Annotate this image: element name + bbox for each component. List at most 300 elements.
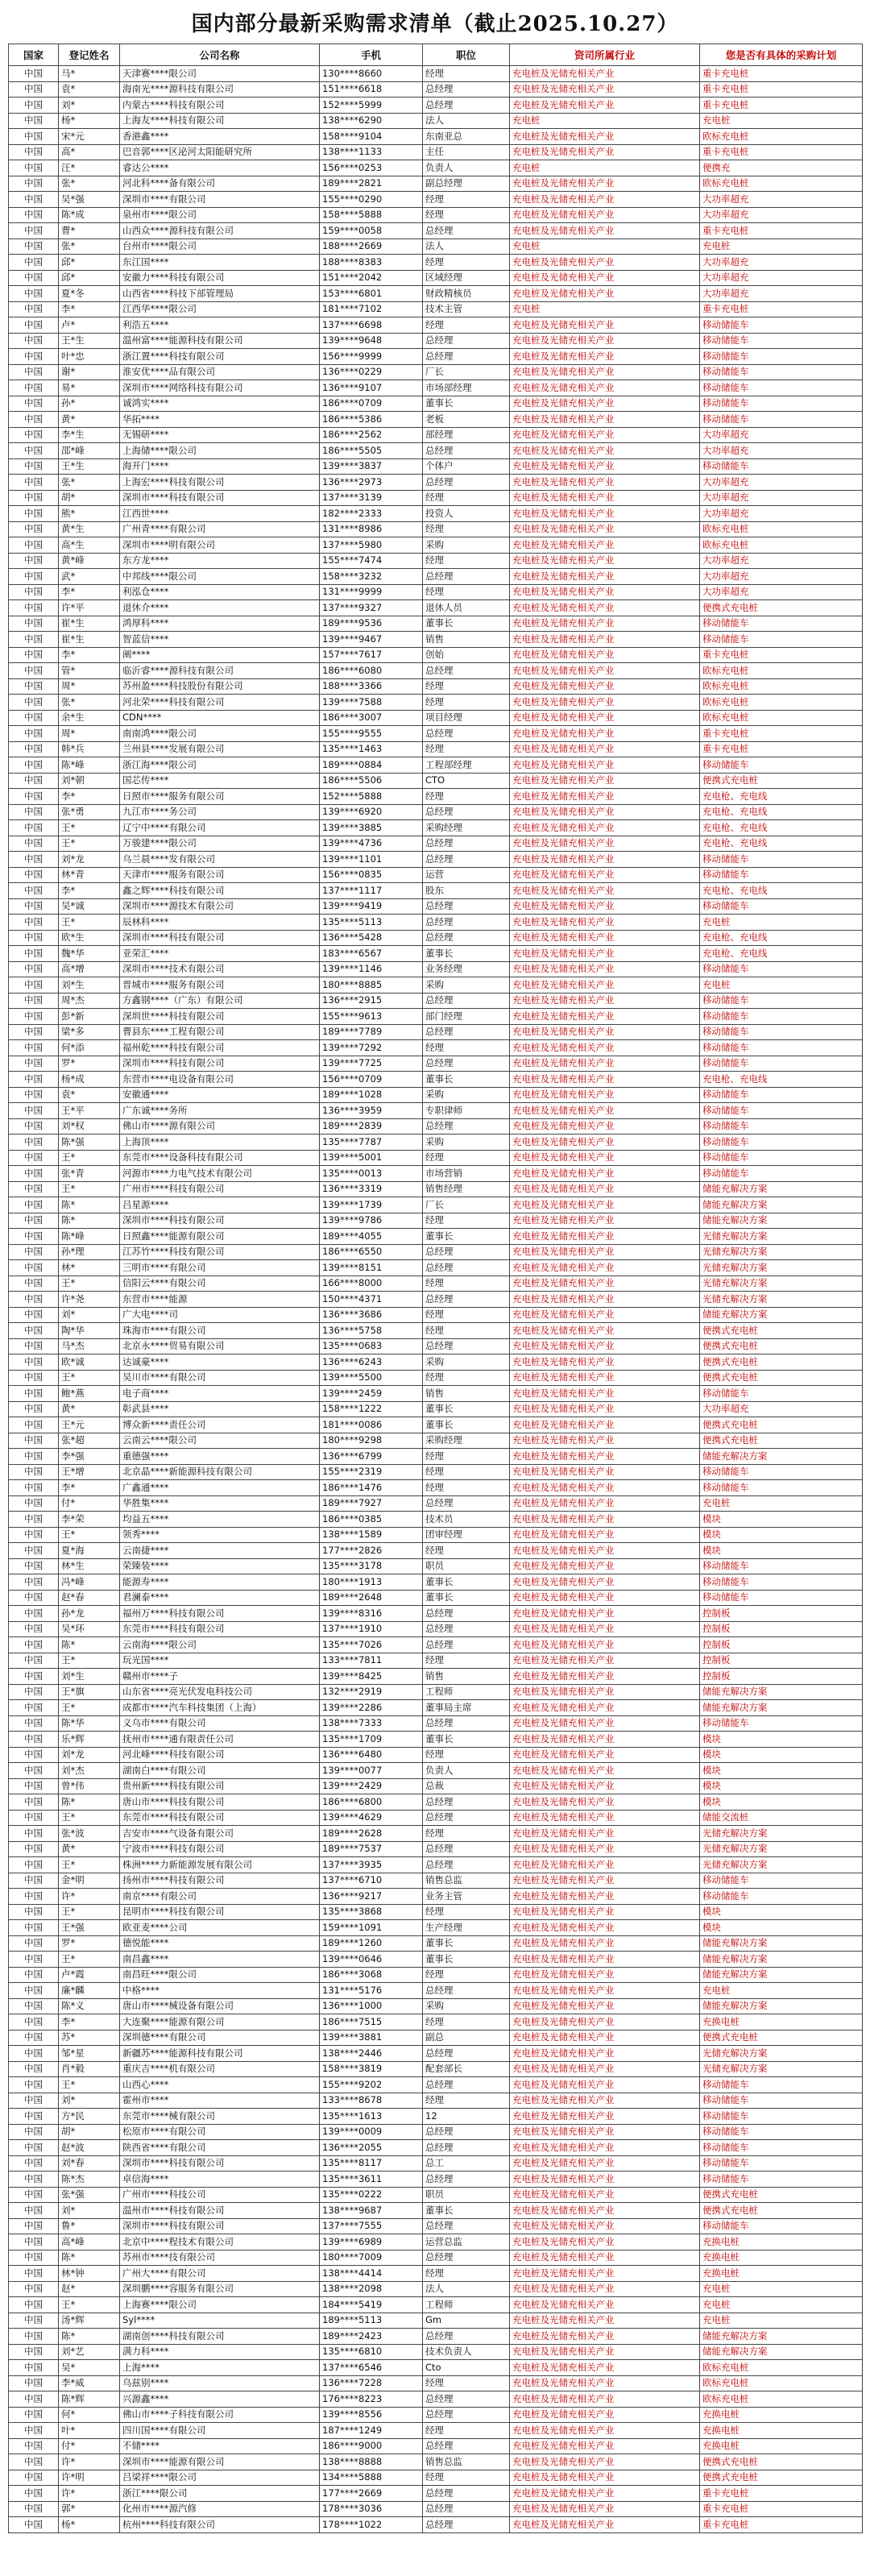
cell-phone: 139****9648 xyxy=(320,333,423,349)
table-row xyxy=(9,1841,863,1857)
cell-name: 王* xyxy=(59,1857,120,1873)
cell-industry: 充电桩及光储充相关产业 xyxy=(510,1181,700,1197)
cell-country: 中国 xyxy=(9,506,59,522)
cell-company: 深圳市****网络科技有限公司 xyxy=(120,380,320,396)
table-row xyxy=(9,1590,863,1606)
cell-name: 崔*生 xyxy=(59,632,120,648)
cell-position: 主任 xyxy=(423,144,510,160)
cell-plan: 欧标充电桩 xyxy=(700,176,863,192)
cell-industry: 充电桩及光储充相关产业 xyxy=(510,396,700,412)
cell-country: 中国 xyxy=(9,1983,59,1999)
table-row xyxy=(9,2218,863,2234)
cell-name: 陈* xyxy=(59,2250,120,2266)
table-row xyxy=(9,1637,863,1653)
cell-country: 中国 xyxy=(9,2077,59,2093)
cell-name: 袁* xyxy=(59,81,120,97)
cell-company: 河北荣****科技有限公司 xyxy=(120,695,320,711)
table-row xyxy=(9,2391,863,2408)
cell-phone: 178****3036 xyxy=(320,2501,423,2517)
cell-position: 总经理 xyxy=(423,726,510,742)
table-row xyxy=(9,490,863,506)
cell-position: 经理 xyxy=(423,317,510,334)
cell-plan: 大功率超充 xyxy=(700,270,863,286)
table-row xyxy=(9,2187,863,2203)
cell-position: 总经理 xyxy=(423,804,510,820)
cell-company: 台州市****限公司 xyxy=(120,239,320,255)
table-row xyxy=(9,569,863,585)
cell-phone: 186****7515 xyxy=(320,2014,423,2031)
cell-phone: 139****3837 xyxy=(320,458,423,475)
cell-industry: 充电桩及光储充相关产业 xyxy=(510,1307,700,1323)
cell-company: 松原市****有限公司 xyxy=(120,2124,320,2140)
cell-industry: 充电桩及光储充相关产业 xyxy=(510,915,700,931)
table-row xyxy=(9,804,863,820)
cell-name: 许* xyxy=(59,1889,120,1905)
cell-phone: 156****0709 xyxy=(320,1072,423,1088)
cell-plan: 控制板 xyxy=(700,1637,863,1653)
table-row xyxy=(9,1166,863,1182)
cell-company: 德悦能**** xyxy=(120,1935,320,1952)
cell-industry: 充电桩及光储充相关产业 xyxy=(510,1873,700,1889)
cell-name: 黄* xyxy=(59,1841,120,1857)
cell-position: 负责人 xyxy=(423,1763,510,1779)
cell-plan: 控制板 xyxy=(700,1621,863,1637)
cell-industry: 充电桩及光储充相关产业 xyxy=(510,553,700,569)
cell-phone: 189****0884 xyxy=(320,757,423,774)
cell-company: 乌兰晨****发有限公司 xyxy=(120,852,320,868)
cell-phone: 183****6567 xyxy=(320,946,423,962)
cell-country: 中国 xyxy=(9,2172,59,2188)
cell-country: 中国 xyxy=(9,804,59,820)
table-row xyxy=(9,2077,863,2093)
table-row xyxy=(9,1763,863,1779)
cell-plan: 充换电桩 xyxy=(700,2234,863,2250)
cell-country: 中国 xyxy=(9,380,59,396)
cell-position: 投资人 xyxy=(423,506,510,522)
cell-country: 中国 xyxy=(9,1952,59,1968)
cell-company: 山东省****亮光伏发电科技公司 xyxy=(120,1684,320,1700)
cell-phone: 186****1476 xyxy=(320,1480,423,1496)
table-row xyxy=(9,1338,863,1354)
cell-phone: 155****2319 xyxy=(320,1464,423,1480)
cell-phone: 186****6800 xyxy=(320,1794,423,1811)
table-row xyxy=(9,255,863,271)
cell-industry: 充电桩及光储充相关产业 xyxy=(510,2486,700,2502)
cell-country: 中国 xyxy=(9,1606,59,1622)
cell-phone: 189****7537 xyxy=(320,1841,423,1857)
cell-name: 王* xyxy=(59,1700,120,1716)
cell-name: 夏*冬 xyxy=(59,286,120,302)
cell-plan: 移动储能车 xyxy=(700,364,863,380)
cell-phone: 135****0683 xyxy=(320,1338,423,1354)
cell-position: 总经理 xyxy=(423,1495,510,1512)
cell-company: 浙江海****限公司 xyxy=(120,757,320,774)
cell-name: 陈*杰 xyxy=(59,2172,120,2188)
cell-country: 中国 xyxy=(9,710,59,726)
cell-plan: 充换电桩 xyxy=(700,2407,863,2423)
cell-company: 深圳鹏****容服务有限公司 xyxy=(120,2281,320,2297)
table-row xyxy=(9,977,863,993)
table-row xyxy=(9,475,863,491)
cell-phone: 155****0290 xyxy=(320,192,423,208)
cell-country: 中国 xyxy=(9,2407,59,2423)
cell-company: 鑫之辉****科技有限公司 xyxy=(120,883,320,899)
cell-phone: 135****3178 xyxy=(320,1558,423,1574)
cell-company: 鸿厚科**** xyxy=(120,616,320,632)
cell-country: 中国 xyxy=(9,1087,59,1103)
cell-industry: 充电桩及光储充相关产业 xyxy=(510,1354,700,1371)
cell-name: 刘*朝 xyxy=(59,773,120,789)
cell-position: 经理 xyxy=(423,789,510,805)
cell-phone: 180****7009 xyxy=(320,2250,423,2266)
table-row xyxy=(9,443,863,459)
cell-country: 中国 xyxy=(9,1244,59,1260)
table-row xyxy=(9,1732,863,1748)
cell-phone: 188****8383 xyxy=(320,255,423,271)
cell-plan: 储能充解决方案 xyxy=(700,1197,863,1213)
cell-country: 中国 xyxy=(9,1826,59,1842)
cell-company: 兴源鑫**** xyxy=(120,2391,320,2408)
cell-company: 唐山市****械设备有限公司 xyxy=(120,1998,320,2014)
table-row xyxy=(9,2124,863,2140)
cell-country: 中国 xyxy=(9,66,59,82)
cell-position: 董事长 xyxy=(423,1590,510,1606)
table-row xyxy=(9,207,863,223)
table-row xyxy=(9,773,863,789)
cell-position: 总经理 xyxy=(423,993,510,1009)
cell-country: 中国 xyxy=(9,930,59,946)
cell-plan: 移动储能车 xyxy=(700,1024,863,1040)
cell-plan: 充换电桩 xyxy=(700,2266,863,2282)
cell-industry: 充电桩及光储充相关产业 xyxy=(510,2140,700,2156)
cell-phone: 139****4629 xyxy=(320,1810,423,1826)
cell-name: 汤*辉 xyxy=(59,2313,120,2329)
cell-name: 鲁* xyxy=(59,2218,120,2234)
table-row xyxy=(9,1873,863,1889)
table-row xyxy=(9,2140,863,2156)
cell-name: 曹* xyxy=(59,223,120,239)
cell-position: 股东 xyxy=(423,883,510,899)
cell-plan: 重卡充电桩 xyxy=(700,301,863,317)
cell-country: 中国 xyxy=(9,2281,59,2297)
cell-country: 中国 xyxy=(9,2438,59,2454)
cell-plan: 光储充解决方案 xyxy=(700,1857,863,1873)
cell-industry: 充电桩及光储充相关产业 xyxy=(510,2501,700,2517)
cell-country: 中国 xyxy=(9,270,59,286)
cell-plan: 欧标充电桩 xyxy=(700,537,863,554)
cell-plan: 充电枪、充电线 xyxy=(700,836,863,852)
cell-country: 中国 xyxy=(9,1653,59,1669)
cell-industry: 充电桩及光储充相关产业 xyxy=(510,176,700,192)
table-row xyxy=(9,757,863,774)
table-row xyxy=(9,695,863,711)
cell-phone: 137****3935 xyxy=(320,1857,423,1873)
cell-industry: 充电桩及光储充相关产业 xyxy=(510,678,700,695)
cell-company: 苏州市****技有限公司 xyxy=(120,2250,320,2266)
cell-phone: 137****1117 xyxy=(320,883,423,899)
cell-plan: 储能充解决方案 xyxy=(700,2344,863,2360)
cell-country: 中国 xyxy=(9,1495,59,1512)
cell-phone: 139****9419 xyxy=(320,898,423,915)
cell-company: 山西心**** xyxy=(120,2077,320,2093)
cell-name: 王* xyxy=(59,1952,120,1968)
cell-company: 云南捷**** xyxy=(120,1543,320,1559)
cell-plan: 重卡充电桩 xyxy=(700,741,863,757)
cell-industry: 充电桩及光储充相关产业 xyxy=(510,2391,700,2408)
cell-plan: 移动储能车 xyxy=(700,1135,863,1151)
cell-industry: 充电桩及光储充相关产业 xyxy=(510,380,700,396)
cell-industry: 充电桩及光储充相关产业 xyxy=(510,946,700,962)
cell-plan: 大功率超充 xyxy=(700,475,863,491)
cell-position: 经理 xyxy=(423,1323,510,1339)
cell-country: 中国 xyxy=(9,2329,59,2345)
cell-industry: 充电桩及光储充相关产业 xyxy=(510,1700,700,1716)
cell-plan: 模块 xyxy=(700,1763,863,1779)
cell-country: 中国 xyxy=(9,443,59,459)
cell-company: 乌兹别**** xyxy=(120,2375,320,2391)
cell-plan: 便携式充电桩 xyxy=(700,600,863,616)
cell-name: 魏*华 xyxy=(59,946,120,962)
cell-industry: 充电桩及光储充相关产业 xyxy=(510,1292,700,1308)
table-row xyxy=(9,1983,863,1999)
cell-name: 金*明 xyxy=(59,1873,120,1889)
cell-company: 广东诚****务所 xyxy=(120,1103,320,1119)
cell-phone: 138****2098 xyxy=(320,2281,423,2297)
table-row xyxy=(9,2093,863,2109)
cell-name: 孙*理 xyxy=(59,1244,120,1260)
cell-position: 东南亚总 xyxy=(423,129,510,145)
cell-position: 董事长 xyxy=(423,616,510,632)
cell-country: 中国 xyxy=(9,1370,59,1386)
cell-phone: 136****5428 xyxy=(320,930,423,946)
cell-phone: 139****1739 xyxy=(320,1197,423,1213)
cell-company: 玩光国**** xyxy=(120,1653,320,1669)
table-row xyxy=(9,364,863,380)
cell-plan: 欧标充电桩 xyxy=(700,521,863,537)
cell-plan: 移动储能车 xyxy=(700,1574,863,1591)
table-row xyxy=(9,1621,863,1637)
cell-country: 中国 xyxy=(9,1857,59,1873)
cell-position: 总经理 xyxy=(423,569,510,585)
cell-position: 总经理 xyxy=(423,443,510,459)
cell-country: 中国 xyxy=(9,2517,59,2533)
cell-plan: 移动储能车 xyxy=(700,867,863,883)
cell-country: 中国 xyxy=(9,553,59,569)
cell-country: 中国 xyxy=(9,333,59,349)
cell-industry: 充电桩及光储充相关产业 xyxy=(510,757,700,774)
cell-industry: 充电桩及光储充相关产业 xyxy=(510,1244,700,1260)
table-row xyxy=(9,1229,863,1245)
cell-industry: 充电桩及光储充相关产业 xyxy=(510,2297,700,2313)
table-row xyxy=(9,1653,863,1669)
cell-country: 中国 xyxy=(9,396,59,412)
cell-phone: 139****9786 xyxy=(320,1213,423,1229)
cell-phone: 139****9467 xyxy=(320,632,423,648)
cell-position: 项目经理 xyxy=(423,710,510,726)
cell-company: 能源寿**** xyxy=(120,1574,320,1591)
cell-company: 广州大****有限公司 xyxy=(120,2266,320,2282)
cell-industry: 充电桩及光储充相关产业 xyxy=(510,333,700,349)
cell-phone: 132****2919 xyxy=(320,1684,423,1700)
cell-company: 吴川市****有限公司 xyxy=(120,1370,320,1386)
cell-plan: 储能充解决方案 xyxy=(700,1998,863,2014)
table-row xyxy=(9,1056,863,1072)
cell-industry: 充电桩及光储充相关产业 xyxy=(510,2470,700,2486)
cell-name: 许* xyxy=(59,2454,120,2470)
cell-industry: 充电桩及光储充相关产业 xyxy=(510,1778,700,1794)
cell-name: 易* xyxy=(59,380,120,396)
cell-country: 中国 xyxy=(9,1323,59,1339)
cell-industry: 充电桩及光储充相关产业 xyxy=(510,1715,700,1732)
cell-phone: 139****1146 xyxy=(320,961,423,977)
cell-industry: 充电桩及光储充相关产业 xyxy=(510,867,700,883)
table-row xyxy=(9,2423,863,2439)
cell-position: 专职律师 xyxy=(423,1103,510,1119)
table-row xyxy=(9,160,863,176)
cell-plan: 移动储能车 xyxy=(700,1087,863,1103)
cell-plan: 模块 xyxy=(700,1794,863,1811)
cell-position: 总经理 xyxy=(423,2250,510,2266)
cell-name: 邱* xyxy=(59,270,120,286)
cell-company: 东莞市****科技有限公司 xyxy=(120,1810,320,1826)
cell-company: 日照鑫****能源有限公司 xyxy=(120,1229,320,1245)
cell-country: 中国 xyxy=(9,2391,59,2408)
cell-plan: 移动储能车 xyxy=(700,2124,863,2140)
cell-name: 黄*峰 xyxy=(59,553,120,569)
table-row xyxy=(9,1669,863,1685)
cell-plan: 移动储能车 xyxy=(700,396,863,412)
cell-country: 中国 xyxy=(9,2501,59,2517)
table-row xyxy=(9,1118,863,1135)
cell-position: 董事长 xyxy=(423,1952,510,1968)
cell-plan: 移动储能车 xyxy=(700,349,863,365)
cell-position: 总经理 xyxy=(423,2329,510,2345)
cell-position: 总经理 xyxy=(423,930,510,946)
cell-plan: 大功率超充 xyxy=(700,192,863,208)
table-row xyxy=(9,883,863,899)
table-row xyxy=(9,600,863,616)
cell-industry: 充电桩及光储充相关产业 xyxy=(510,710,700,726)
cell-company: 天津市****服务有限公司 xyxy=(120,867,320,883)
cell-plan: 便携式充电桩 xyxy=(700,2203,863,2219)
cell-country: 中国 xyxy=(9,1433,59,1449)
cell-plan: 移动储能车 xyxy=(700,632,863,648)
table-row xyxy=(9,836,863,852)
cell-plan: 重卡充电桩 xyxy=(700,2486,863,2502)
cell-phone: 135****5113 xyxy=(320,915,423,931)
cell-country: 中国 xyxy=(9,1229,59,1245)
cell-position: 董事长 xyxy=(423,1072,510,1088)
table-row xyxy=(9,1244,863,1260)
cell-industry: 充电桩及光储充相关产业 xyxy=(510,537,700,554)
cell-position: 法人 xyxy=(423,2281,510,2297)
cell-position: 工程师 xyxy=(423,1684,510,1700)
cell-country: 中国 xyxy=(9,820,59,836)
cell-plan: 大功率超充 xyxy=(700,427,863,443)
cell-industry: 充电桩及光储充相关产业 xyxy=(510,2234,700,2250)
cell-position: 经理 xyxy=(423,1449,510,1465)
cell-position: 总经理 xyxy=(423,2124,510,2140)
cell-name: 李*生 xyxy=(59,427,120,443)
cell-name: 王* xyxy=(59,1370,120,1386)
cell-company: 广大电****司 xyxy=(120,1307,320,1323)
cell-name: 宋*元 xyxy=(59,129,120,145)
cell-country: 中国 xyxy=(9,1213,59,1229)
cell-position: 总经理 xyxy=(423,1841,510,1857)
table-row xyxy=(9,2155,863,2172)
cell-name: 陈*义 xyxy=(59,1998,120,2014)
cell-position: 总裁 xyxy=(423,1778,510,1794)
cell-company: 深圳世****科技有限公司 xyxy=(120,1009,320,1025)
table-row xyxy=(9,2297,863,2313)
cell-company: 深圳市****科技有限公司 xyxy=(120,930,320,946)
cell-position: 区域经理 xyxy=(423,270,510,286)
cell-plan: 充换电桩 xyxy=(700,2250,863,2266)
cell-company: 佛山市****子科技有限公司 xyxy=(120,2407,320,2423)
cell-company: 重德强**** xyxy=(120,1449,320,1465)
cell-name: 熊* xyxy=(59,506,120,522)
table-row xyxy=(9,1401,863,1417)
table-row xyxy=(9,270,863,286)
cell-name: 李* xyxy=(59,789,120,805)
table-row xyxy=(9,1810,863,1826)
cell-plan: 光储充解决方案 xyxy=(700,1229,863,1245)
cell-name: 付* xyxy=(59,1495,120,1512)
cell-country: 中国 xyxy=(9,1292,59,1308)
cell-phone: 150****4371 xyxy=(320,1292,423,1308)
cell-name: 罗* xyxy=(59,1056,120,1072)
cell-country: 中国 xyxy=(9,223,59,239)
cell-phone: 136****9107 xyxy=(320,380,423,396)
cell-company: 东方龙**** xyxy=(120,553,320,569)
cell-phone: 139****8556 xyxy=(320,2407,423,2423)
cell-industry: 充电桩及光储充相关产业 xyxy=(510,349,700,365)
header-industry: 资司所属行业 xyxy=(510,44,700,66)
cell-industry: 充电桩及光储充相关产业 xyxy=(510,521,700,537)
cell-plan: 光储充解决方案 xyxy=(700,1841,863,1857)
cell-industry: 充电桩及光储充相关产业 xyxy=(510,2517,700,2533)
cell-position: Gm xyxy=(423,2313,510,2329)
cell-plan: 大功率超充 xyxy=(700,506,863,522)
table-row xyxy=(9,1967,863,1983)
cell-phone: 136****6480 xyxy=(320,1747,423,1763)
cell-position: 个体户 xyxy=(423,458,510,475)
cell-position: 总经理 xyxy=(423,2391,510,2408)
cell-phone: 134****5888 xyxy=(320,2470,423,2486)
cell-company: 湖南创****科技有限公司 xyxy=(120,2329,320,2345)
cell-industry: 充电桩及光储充相关产业 xyxy=(510,1401,700,1417)
cell-plan: 大功率超充 xyxy=(700,1401,863,1417)
cell-phone: 137****3139 xyxy=(320,490,423,506)
table-row xyxy=(9,427,863,443)
cell-industry: 充电桩及光储充相关产业 xyxy=(510,490,700,506)
cell-company: 广州青****有限公司 xyxy=(120,521,320,537)
cell-phone: 186****2562 xyxy=(320,427,423,443)
cell-name: 梁*多 xyxy=(59,1024,120,1040)
cell-country: 中国 xyxy=(9,1056,59,1072)
cell-company: 温州富****能源科技有限公司 xyxy=(120,333,320,349)
cell-phone: 135****8117 xyxy=(320,2155,423,2172)
cell-country: 中国 xyxy=(9,632,59,648)
cell-position: 经理 xyxy=(423,1213,510,1229)
table-row xyxy=(9,1512,863,1528)
table-row xyxy=(9,2172,863,2188)
cell-plan: 移动储能车 xyxy=(700,993,863,1009)
cell-country: 中国 xyxy=(9,678,59,695)
cell-country: 中国 xyxy=(9,1307,59,1323)
cell-plan: 重卡充电桩 xyxy=(700,223,863,239)
cell-country: 中国 xyxy=(9,2360,59,2376)
